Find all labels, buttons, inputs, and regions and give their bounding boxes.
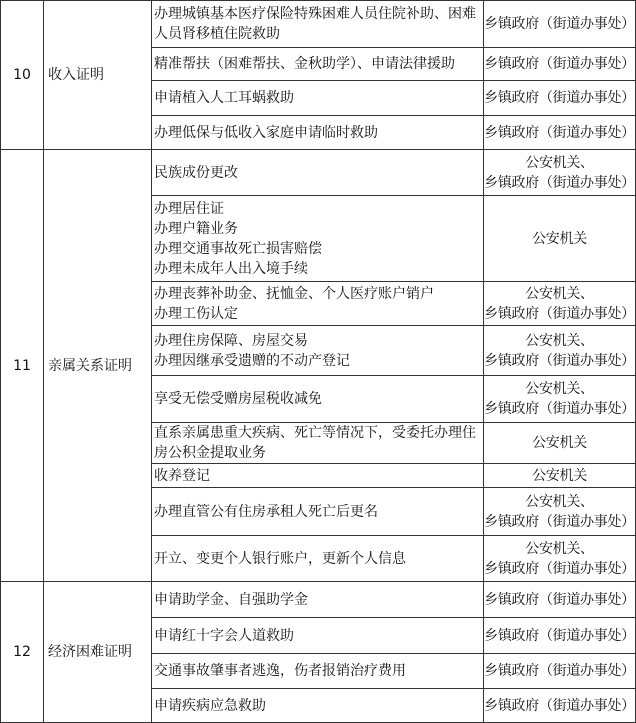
service-item: 收养登记: [154, 467, 210, 484]
service-items: [152, 654, 484, 689]
service-item: 开立、变更个人银行账户，更新个人信息: [154, 550, 406, 567]
service-item: 办理未成年人出入境手续: [154, 260, 308, 277]
service-items: [152, 488, 484, 536]
service-items: [152, 618, 484, 654]
department-name: 乡镇政府（街道办事处）: [484, 627, 635, 644]
department-name: 公安机关、: [525, 332, 594, 349]
department-name: 乡镇政府（街道办事处）: [484, 401, 635, 417]
department-name: 公安机关、: [525, 381, 594, 397]
issuing-department: [484, 282, 636, 326]
department-name: 公安机关、: [525, 285, 594, 302]
service-items: [152, 81, 484, 116]
issuing-department: [484, 48, 636, 81]
service-item: 申请疾病应急救助: [154, 697, 266, 714]
issuing-department: [484, 423, 636, 464]
service-items: [152, 48, 484, 81]
service-items: [152, 282, 484, 326]
service-items: [152, 326, 484, 376]
table-row: [1, 582, 636, 618]
department-name: 公安机关: [532, 230, 587, 247]
department-name: 乡镇政府（街道办事处）: [484, 174, 635, 191]
service-item: 办理城镇基本医疗保险特殊困难人员住院补助、困难人员肾移植住院救助: [154, 6, 476, 42]
department-name: 乡镇政府（街道办事处）: [484, 56, 635, 72]
table-row: [1, 150, 636, 196]
issuing-department: [484, 618, 636, 654]
service-item: 办理直管公有住房承租人死亡后更名: [154, 503, 378, 520]
department-name: 乡镇政府（街道办事处）: [484, 16, 635, 32]
certificate-category: 亲属关系证明: [44, 150, 152, 582]
service-item: 申请助学金、自强助学金: [154, 591, 308, 608]
issuing-department: [484, 326, 636, 376]
service-items: [152, 464, 484, 488]
department-name: 乡镇政府（街道办事处）: [484, 663, 635, 679]
service-item: 申请红十字会人道救助: [154, 627, 294, 644]
service-item: 办理户籍业务: [154, 220, 238, 237]
department-name: 乡镇政府（街道办事处）: [484, 560, 635, 577]
department-name: 乡镇政府（街道办事处）: [484, 90, 635, 106]
service-item: 办理交通事故死亡损害赔偿: [154, 240, 322, 257]
department-name: 公安机关: [532, 435, 587, 451]
certificate-category: 经济困难证明: [44, 582, 152, 723]
service-item: 精准帮扶（困难帮扶、金秋助学）、申请法律援助: [154, 56, 455, 72]
issuing-department: [484, 536, 636, 582]
issuing-department: [484, 689, 636, 723]
service-item: 交通事故肇事者逃逸，伤者报销治疗费用: [154, 663, 406, 679]
service-items: [152, 582, 484, 618]
department-name: 乡镇政府（街道办事处）: [484, 513, 635, 530]
service-items: [152, 196, 484, 282]
group-number: 12: [1, 582, 44, 723]
service-item: 直系亲属患重大疾病、死亡等情况下，受委托办理住房公积金提取业务: [154, 425, 476, 461]
issuing-department: [484, 116, 636, 150]
service-item: 办理住房保障、房屋交易: [154, 332, 308, 349]
service-item: 申请植入人工耳蜗救助: [154, 90, 294, 106]
issuing-department: [484, 1, 636, 48]
issuing-department: [484, 582, 636, 618]
department-name: 乡镇政府（街道办事处）: [484, 352, 635, 369]
issuing-department: [484, 654, 636, 689]
issuing-department: [484, 150, 636, 196]
department-name: 公安机关、: [525, 154, 594, 171]
service-items: [152, 689, 484, 723]
service-item: 民族成份更改: [154, 164, 238, 181]
department-name: 乡镇政府（街道办事处）: [484, 124, 635, 141]
service-item: 办理丧葬补助金、抚恤金、个人医疗账户销户: [154, 285, 434, 302]
service-items: [152, 150, 484, 196]
service-items: [152, 536, 484, 582]
issuing-department: [484, 81, 636, 116]
issuing-department: [484, 488, 636, 536]
issuing-department: [484, 196, 636, 282]
service-items: [152, 116, 484, 150]
certificate-category: 收入证明: [44, 1, 152, 150]
service-item: 办理工伤认定: [154, 305, 238, 322]
service-items: [152, 1, 484, 48]
department-name: 乡镇政府（街道办事处）: [484, 697, 635, 714]
department-name: 公安机关、: [525, 540, 594, 557]
service-item: 办理因继承受遗赠的不动产登记: [154, 352, 350, 369]
department-name: 乡镇政府（街道办事处）: [484, 591, 635, 608]
table-row: [1, 1, 636, 48]
issuing-department: [484, 464, 636, 488]
group-number: 11: [1, 150, 44, 582]
group-number: 10: [1, 1, 44, 150]
service-items: [152, 376, 484, 423]
service-items: [152, 423, 484, 464]
service-item: 享受无偿受赠房屋税收减免: [154, 391, 322, 407]
department-name: 公安机关、: [525, 493, 594, 510]
service-item: 办理居住证: [154, 200, 224, 217]
department-name: 公安机关: [532, 467, 587, 484]
issuing-department: [484, 376, 636, 423]
service-item: 办理低保与低收入家庭申请临时救助: [154, 124, 378, 141]
department-name: 乡镇政府（街道办事处）: [484, 305, 635, 322]
